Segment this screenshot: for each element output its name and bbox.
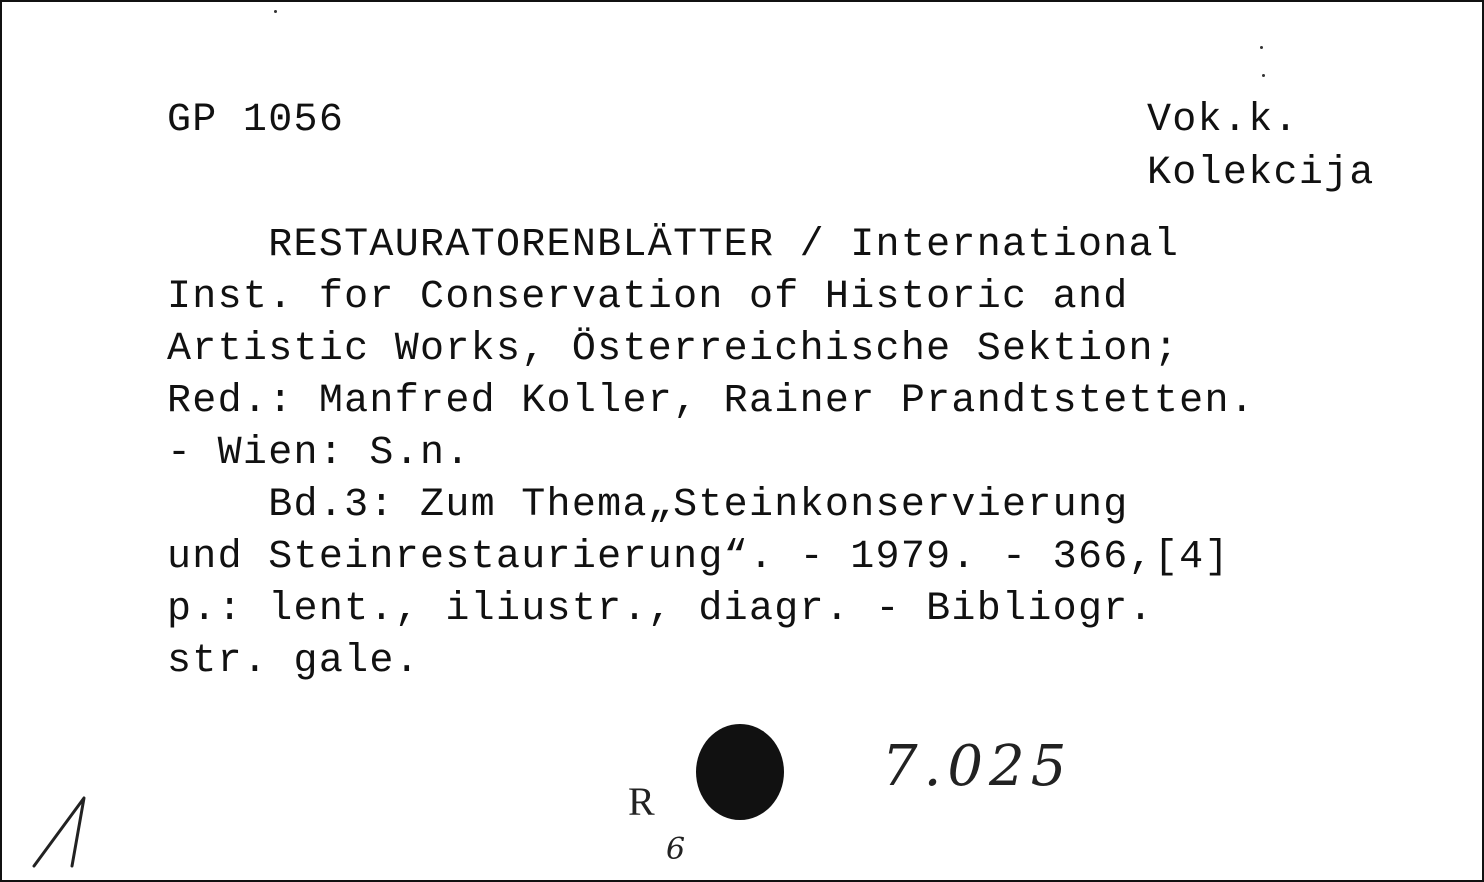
dust-speck — [274, 10, 277, 13]
dust-speck — [1260, 46, 1263, 49]
description-line: p.: lent., iliustr., diagr. - Bibliogr. — [167, 587, 1154, 632]
publication-line: - Wien: S.n. — [167, 431, 471, 476]
description-line: str. gale. — [167, 639, 421, 684]
title-line: RESTAURATORENBLÄTTER / International — [167, 223, 1180, 268]
collection-label — [1147, 94, 1375, 200]
call-number: GP 1056 — [167, 98, 345, 143]
accession-number: 7.025 — [882, 734, 1073, 799]
editors-line: Red.: Manfred Koller, Rainer Prandtstetten. — [167, 379, 1256, 424]
collection-line: Vok.k. — [1147, 98, 1299, 143]
collection-line: Kolekcija — [1147, 151, 1375, 196]
ink-dot-mark — [696, 724, 784, 820]
shelf-mark: R — [628, 779, 655, 824]
author-line: Artistic Works, Österreichische Sektion; — [167, 327, 1180, 372]
handwritten-digit: 6 — [666, 832, 686, 867]
dust-speck — [1262, 74, 1265, 77]
volume-line: Bd.3: Zum Thema„Steinkonservierung — [167, 483, 1129, 528]
author-line: Inst. for Conservation of Historic and — [167, 275, 1129, 320]
volume-line: und Steinrestaurierung“. - 1979. - 366,[4] — [167, 535, 1230, 580]
handwritten-one-mark — [26, 792, 96, 872]
